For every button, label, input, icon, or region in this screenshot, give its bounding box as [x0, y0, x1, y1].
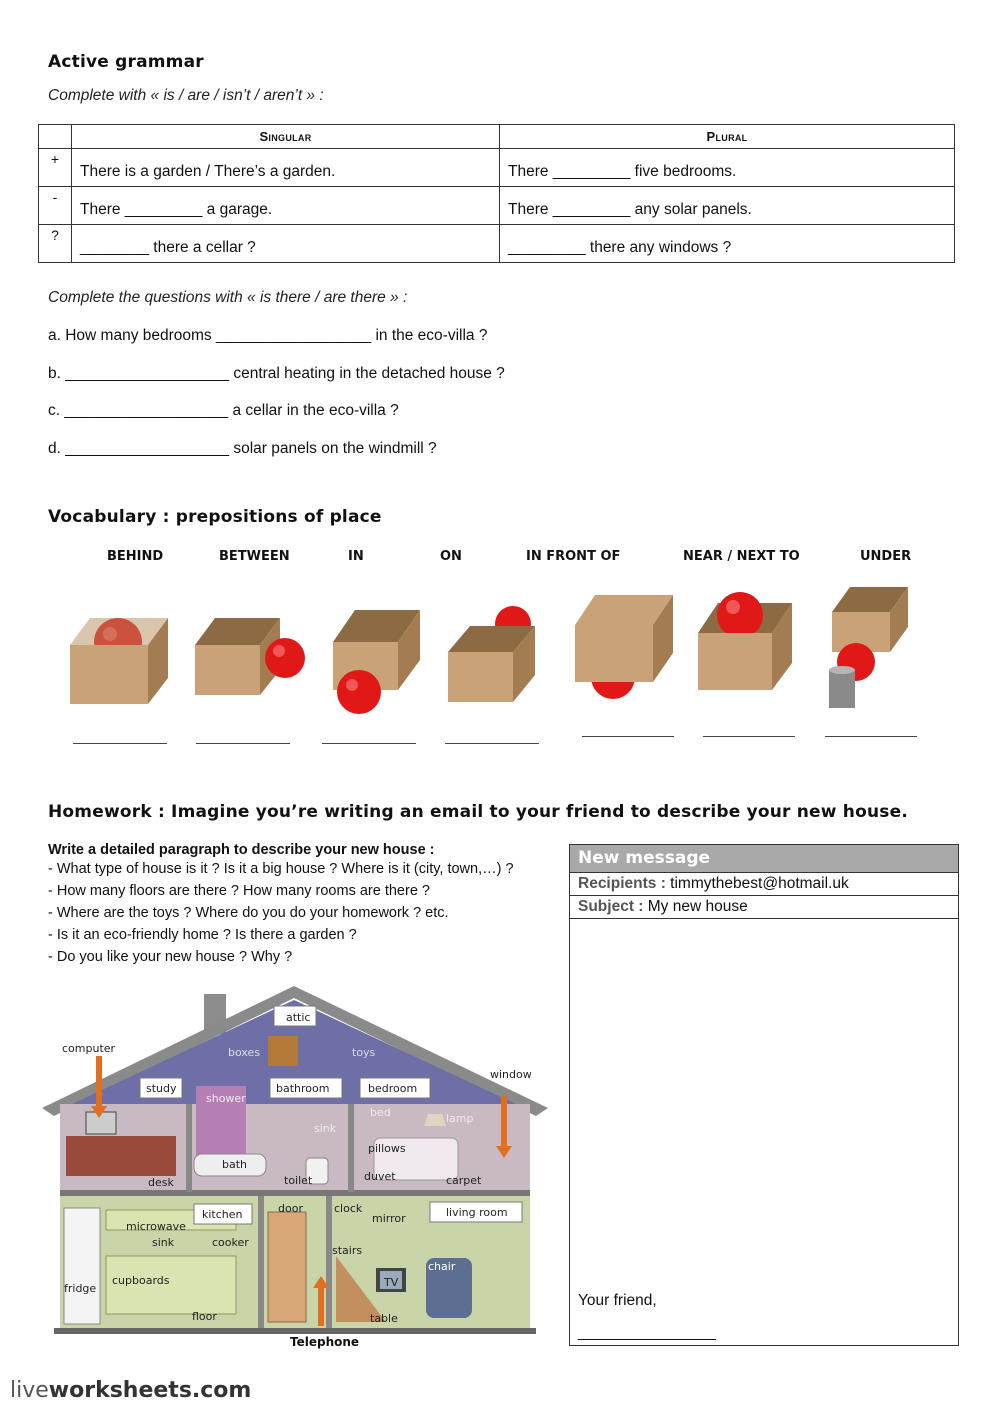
label-cupboards: cupboards	[112, 1274, 170, 1287]
label-living-room: living room	[446, 1206, 508, 1219]
label-on: ON	[440, 549, 462, 564]
subject-field[interactable]	[570, 896, 958, 919]
homework-title: Homework : Imagine you’re writing an email to your friend to describe your new house.	[48, 802, 908, 822]
label-mirror: mirror	[372, 1212, 406, 1225]
between-illustration	[185, 590, 310, 710]
in-front-of-illustration	[565, 585, 685, 705]
plural-cell[interactable]: _________ there any windows ?	[500, 225, 955, 263]
label-near: NEAR / NEXT TO	[683, 549, 800, 564]
signature-line[interactable]: ________________	[578, 1324, 716, 1341]
label-window: window	[490, 1068, 532, 1081]
singular-cell[interactable]: There _________ a garage.	[72, 187, 500, 225]
homework-item: - How many floors are there ? How many rooms are there ?	[48, 883, 430, 899]
question-a[interactable]: a. How many bedrooms __________________ in the eco-villa ?	[48, 327, 488, 344]
label-telephone: Telephone	[290, 1335, 360, 1349]
recipients-label: Recipients :	[578, 875, 666, 892]
homework-instruction: Write a detailed paragraph to describe your new house :	[48, 842, 435, 858]
label-behind: BEHIND	[107, 549, 164, 564]
in-illustration	[325, 590, 435, 725]
homework-item: - What type of house is it ? Is it a big house ? Where is it (city, town,…) ?	[48, 861, 514, 877]
answer-line[interactable]	[825, 736, 917, 737]
grammar-table	[38, 124, 955, 263]
label-fridge: fridge	[64, 1282, 97, 1295]
vocabulary-title: Vocabulary : prepositions of place	[48, 507, 382, 527]
sign-cell: +	[39, 149, 72, 187]
label-sink: sink	[314, 1122, 337, 1135]
label-clock: clock	[334, 1202, 363, 1215]
label-study: study	[146, 1082, 177, 1095]
singular-cell[interactable]: ________ there a cellar ?	[72, 225, 500, 263]
label-in-front-of: IN FRONT OF	[526, 549, 621, 564]
question-d[interactable]: d. ___________________ solar panels on the windmill ?	[48, 440, 437, 457]
label-attic: attic	[286, 1011, 311, 1024]
label-stairs: stairs	[332, 1244, 363, 1257]
label-pillows: pillows	[368, 1142, 406, 1155]
question-c[interactable]: c. ___________________ a cellar in the eco-villa ?	[48, 402, 399, 419]
answer-line[interactable]	[703, 736, 795, 737]
label-toilet: toilet	[284, 1174, 313, 1187]
grammar-title: Active grammar	[48, 52, 204, 72]
house-illustration	[36, 986, 554, 1336]
footer-brand: worksheets.com	[48, 1378, 252, 1403]
label-shower: shower	[206, 1092, 246, 1105]
label-table: table	[370, 1312, 398, 1325]
singular-cell: There is a garden / There’s a garden.	[72, 149, 500, 187]
label-bath: bath	[222, 1158, 248, 1171]
table-corner	[39, 125, 72, 149]
table-row	[39, 187, 955, 225]
on-illustration	[440, 590, 550, 710]
footer-logo[interactable]	[10, 1378, 251, 1403]
label-desk: desk	[148, 1176, 174, 1189]
homework-item: - Where are the toys ? Where do you do your homework ? etc.	[48, 905, 449, 921]
label-bed: bed	[370, 1106, 391, 1119]
footer-prefix: live	[10, 1378, 49, 1403]
label-bathroom: bathroom	[276, 1082, 330, 1095]
near-illustration	[690, 585, 810, 705]
table-row	[39, 149, 955, 187]
question-b[interactable]: b. ___________________ central heating in the detached house ?	[48, 365, 505, 382]
subject-label: Subject :	[578, 898, 644, 915]
label-between: BETWEEN	[219, 549, 290, 564]
plural-cell[interactable]: There _________ five bedrooms.	[500, 149, 955, 187]
homework-item: - Is it an eco-friendly home ? Is there a garden ?	[48, 927, 357, 943]
answer-line[interactable]	[322, 743, 416, 744]
answer-line[interactable]	[582, 736, 674, 737]
label-door: door	[278, 1202, 303, 1215]
label-in: IN	[348, 549, 364, 564]
recipients-field[interactable]	[570, 873, 958, 896]
answer-line[interactable]	[196, 743, 290, 744]
label-toys: toys	[352, 1046, 376, 1059]
label-chair: chair	[428, 1260, 456, 1273]
under-illustration	[820, 582, 920, 717]
table-row	[39, 225, 955, 263]
email-form	[569, 844, 959, 1346]
header-singular: Singular	[72, 125, 500, 149]
recipients-value[interactable]: timmythebest@hotmail.uk	[670, 875, 849, 892]
email-body[interactable]	[570, 919, 958, 1345]
label-cooker: cooker	[212, 1236, 249, 1249]
label-carpet: carpet	[446, 1174, 482, 1187]
sign-off: Your friend,	[578, 1292, 657, 1309]
plural-cell[interactable]: There _________ any solar panels.	[500, 187, 955, 225]
questions-instruction: Complete the questions with « is there / are there » :	[48, 289, 408, 306]
label-computer: computer	[62, 1042, 116, 1055]
label-bedroom: bedroom	[368, 1082, 418, 1095]
label-boxes: boxes	[228, 1046, 261, 1059]
sign-cell: ?	[39, 225, 72, 263]
label-duvet: duvet	[364, 1170, 396, 1183]
grammar-instruction: Complete with « is / are / isn’t / aren’t » :	[48, 87, 324, 104]
label-under: UNDER	[860, 549, 912, 564]
label-tv: TV	[384, 1276, 399, 1289]
behind-illustration	[60, 590, 180, 710]
email-header: New message	[570, 845, 958, 873]
answer-line[interactable]	[73, 743, 167, 744]
answer-line[interactable]	[445, 743, 539, 744]
label-floor: floor	[192, 1310, 217, 1323]
homework-item: - Do you like your new house ? Why ?	[48, 949, 293, 965]
label-microwave: microwave	[126, 1220, 186, 1233]
header-plural: Plural	[500, 125, 955, 149]
label-kitchen: kitchen	[202, 1208, 243, 1221]
label-sink-kitchen: sink	[152, 1236, 175, 1249]
label-lamp: lamp	[446, 1112, 474, 1125]
subject-value[interactable]: My new house	[647, 898, 748, 915]
sign-cell: -	[39, 187, 72, 225]
